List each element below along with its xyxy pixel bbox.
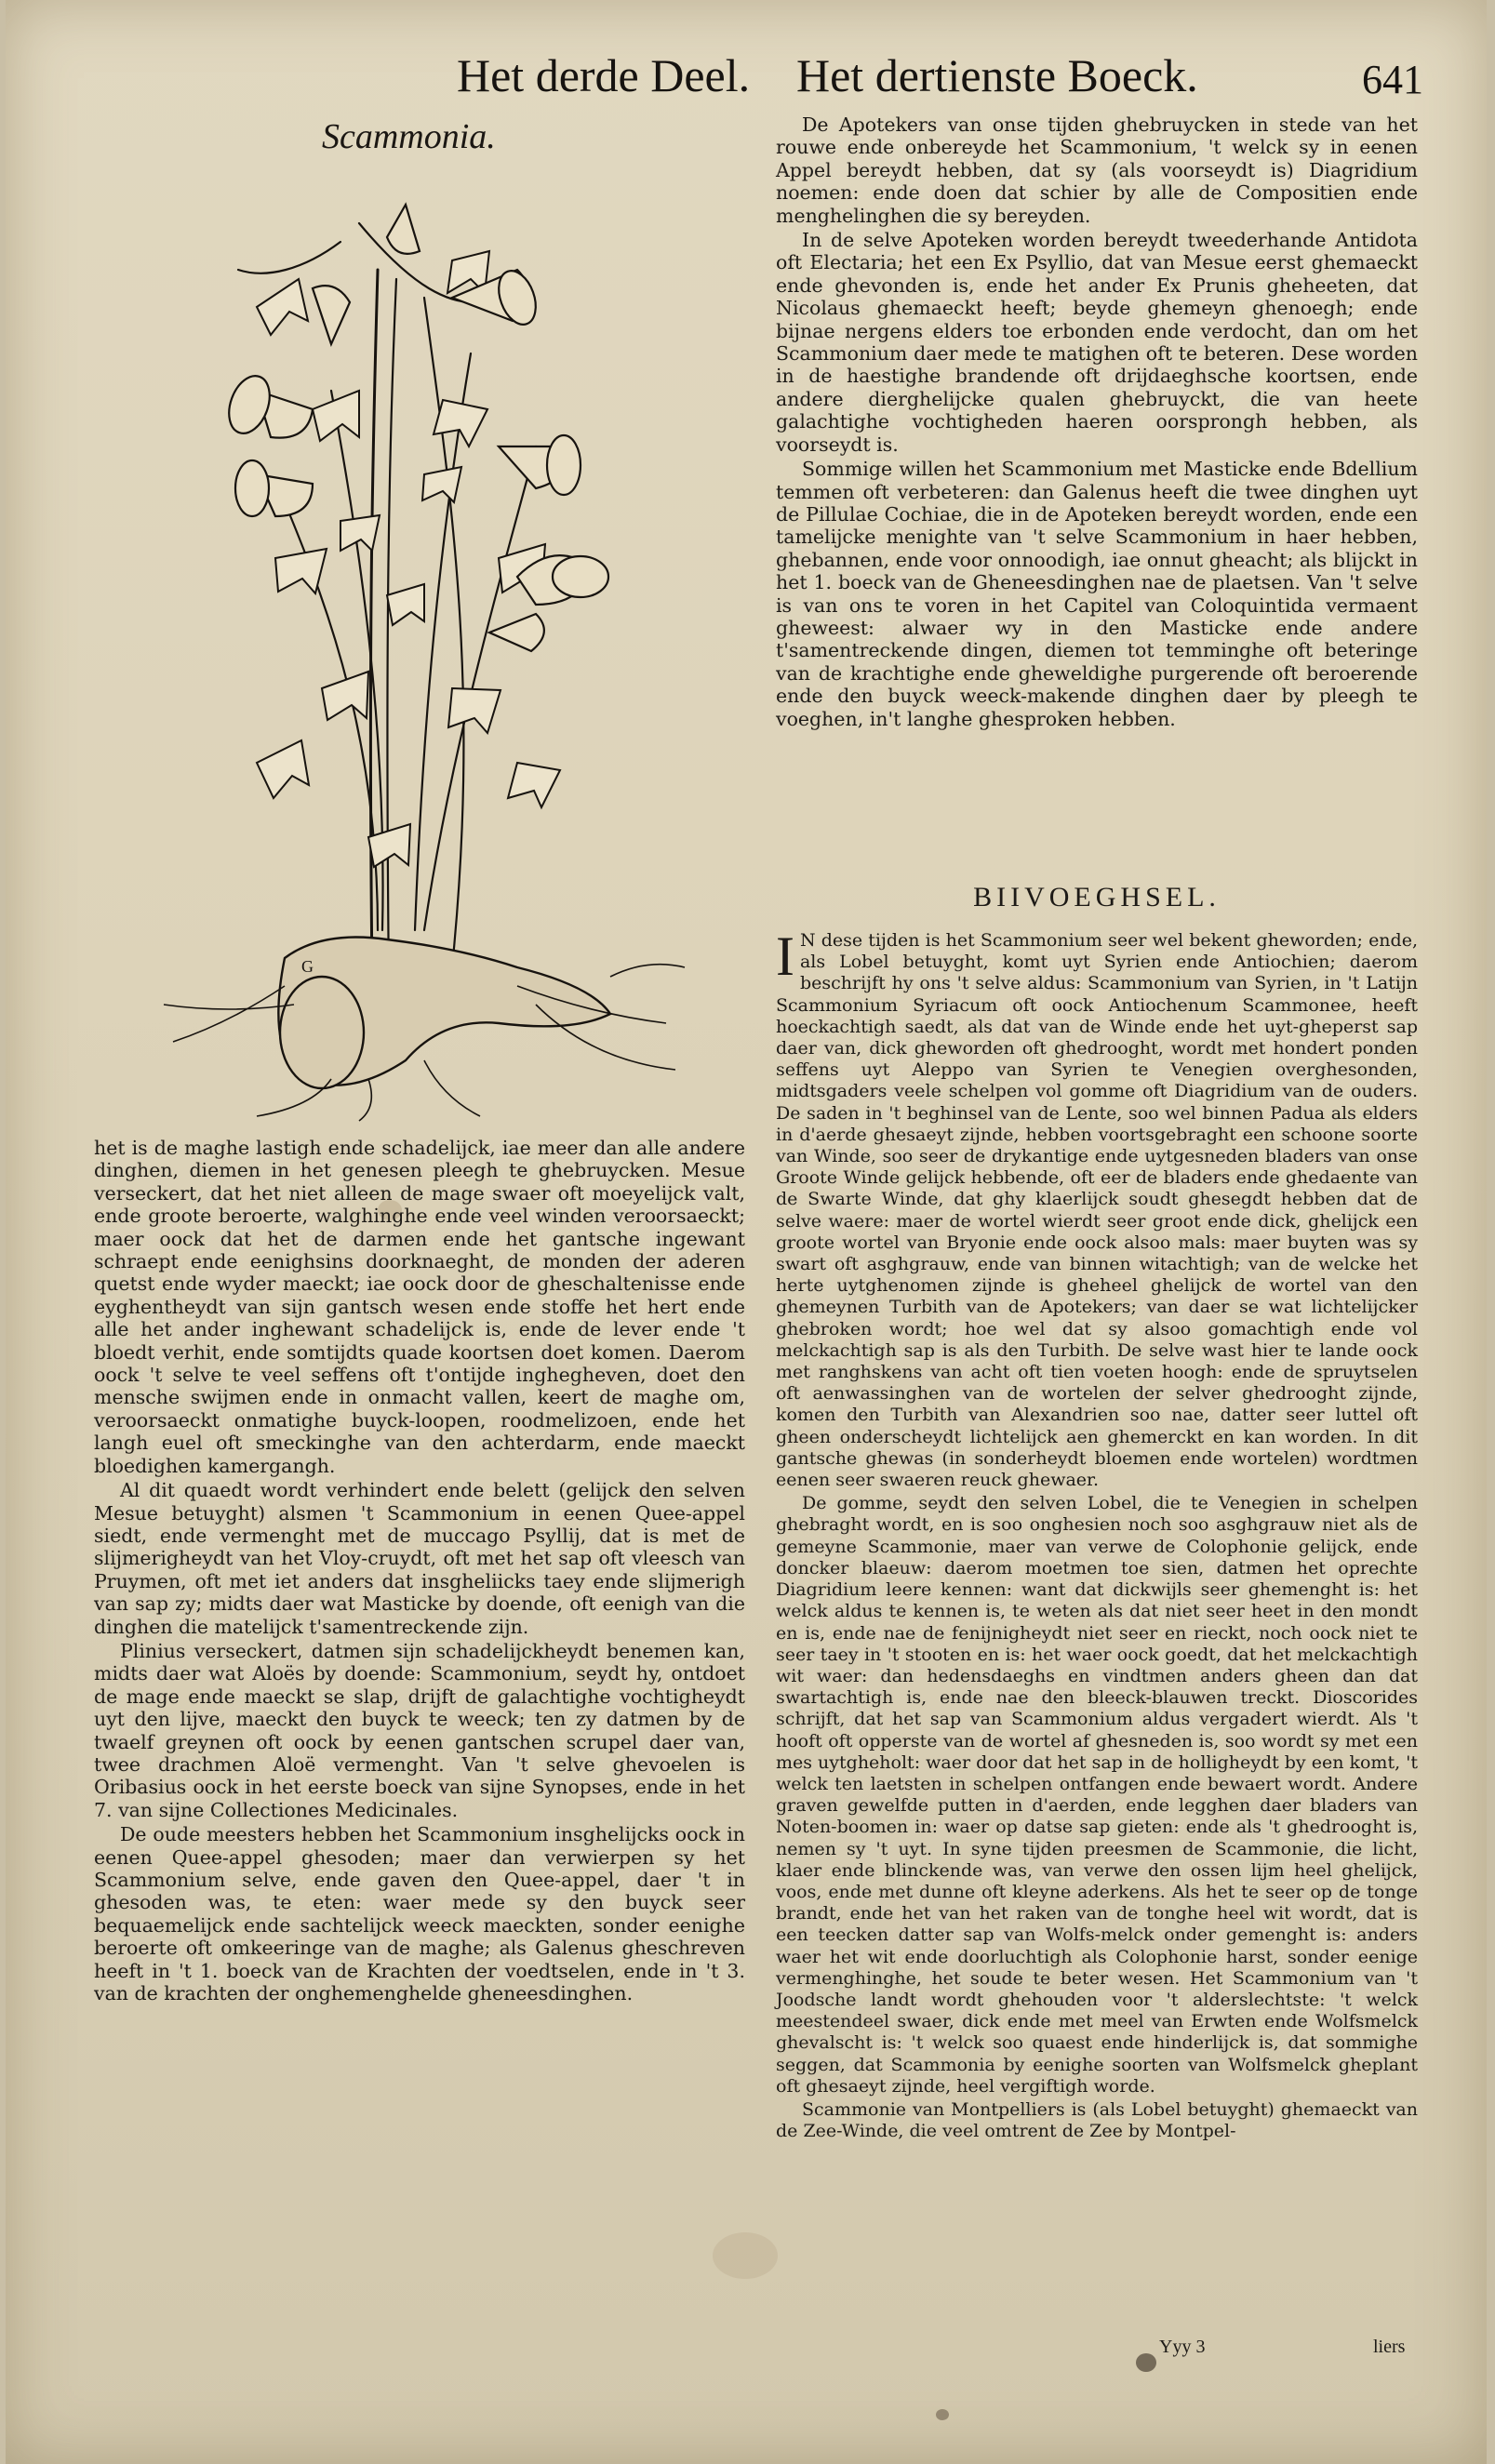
left-column-text <box>94 1137 745 2004</box>
paragraph: De Apotekers van onse tijden ghebruycken in stede van het rouwe ende onbereyde het Scammonium, 't welck sy in eenen Appel bereydt hebben, dat sy (als voorseydt is) Diagridium noemen: ende doen dat schier by alle de Compositien ende menghelinghen die sy bereyden. <box>776 113 1418 227</box>
catchword: liers <box>1373 2337 1406 2357</box>
paragraph: Al dit quaedt wordt verhindert ende belett (gelijck den selven Mesue betuyght) alsmen 't Scammonium in eenen Quee-appel siedt, ende vermenght met de muccago Psyllij, dat is met de slijmerigheydt van het Vloy-cruydt, oft met het sap oft vleesch van Pruymen, oft met iet anders dat insgheliicks taey ende slijmerigh van sap zy; midts daer wat Masticke by doende, oft eenigh van die dinghen die matelijck t'samentreckende zijn. <box>94 1479 745 1638</box>
paragraph: In de selve Apoteken worden bereydt tweederhande Antidota oft Electaria; het een Ex Psyllio, dat van Mesue eerst ghemaeckt ende ghevonden is, ende het ander Ex Prunis gheheeten, dat Nicolaus ghemaeckt heeft; beyde ghemeyn ghenoegh; ende bijnae nergens elders toe erbonden ende verdocht, dan om het Scammonium daer mede te matighen oft te beteren. Dese worden in de haestighe brandende oft drijdaeghsche koortsen, ende andere dierghelijcke qualen ghebruyckt, die van heete galachtighe vochtigheden haeren oorsprongh hebben, als voorseydt is. <box>776 229 1418 456</box>
figure-label: G <box>301 957 314 976</box>
paragraph: N dese tijden is het Scammonium seer wel bekent gheworden; ende, als Lobel betuyght, komt uyt Syrien ende Antiochien; daerom beschrijft hy ons 't selve aldus: Scammonium van Syrien, in 't Latijn Scammonium Syriacum oft oock Antiochenum Scammonee, heeft hoeckachtigh saedt, als dat van de Winde ende het uyt-gheperst sap daer van, dick gheworden oft ghedrooght, wordt met hondert ponden seffens uyt Aleppo van Syrien te Venegien overghesonden, midtsgaders veele schelpen vol gomme oft Diagridium van de ouders. De saden in 't beghinsel van de Lente, soo wel binnen Padua als elders in d'aerde ghesaeyt zijnde, hebben voortsgebraght een schoone soorte van Winde, soo seer de drykantige ende uytgesneden bladers van onse Groote Winde gelijck hebbende, oft eer de bladers ende ghedaente van de Swarte Winde, dat ghy klaerlijck soudt ghesegdt hebben dat de selve waere: maer de wortel wierdt seer groot ende dick, ghelijck een groote wortel van Bryonie ende oock alsoo mals: maer buyten was sy swart oft asghgrauw, ende van binnen witachtigh; van de welcke het herte uytghenomen zijnde is gheheel ghelijck de wortel van den ghemeynen Turbith van de Apotekers; van daer se wat lichtelijcker ghebroken wordt; hoe wel dat sy alsoo gomachtigh ende vol melckachtigh sap is als den Turbith. De selve wast hier te lande oock met ranghskens van acht oft tien voeten hoogh: ende de spruytselen oft aenwassinghen van de wortelen der selver ghedrooght zijnde, komen den Turbith van Alexandrien soo nae, datter seer luttel oft gheen onderscheydt lichtelijck aen ghemerckt en kan worden. In dit gantsche ghewas (in sonderheydt bloemen ende wortelen) wordtmen eenen seer swaeren reuck ghewaer. <box>776 930 1418 1491</box>
paragraph: het is de maghe lastigh ende schadelijck, iae meer dan alle andere dinghen, diemen in het genesen pleegh te ghebruycken. Mesue verseckert, dat het niet alleen de mage swaer oft moeyelijck valt, ende groote beroerte, walghinghe ende veel winden veroorsaeckt; maer oock dat het de darmen ende het gantsche ingewant schraept ende eenighsins doorknaeght, de monden der aderen quetst ende wyder maeckt; iae oock door de gheschaltenisse ende eyghentheydt van sijn gantsch wesen ende stoffe het hert ende alle het ander inghewant schadelijck is, ende de lever ende 't bloedt verhit, ende somtijdts quade koortsen doet komen. Daerom oock 't selve te veel seffens oft t'ontijde inghegheven, doet den mensche swijmen ende in onmacht vallen, keert de maghe om, veroorsaeckt onmatighe buyck-loopen, roodmelizoen, ende het langh euel oft smeckinghe van den achterdarm, ende maeckt bloedighen kamergangh. <box>94 1137 745 1477</box>
scammonia-plant-illustration <box>145 167 713 1125</box>
paragraph: De oude meesters hebben het Scammonium insghelijcks oock in eenen Quee-appel ghesoden; maer dan verwierpen sy het Scammonium selve, ende gaven den Quee-appel, daer 't in ghesoden was, te eten: waer mede sy den buyck seer bequaemelijck ende sachtelijck weeck maeckten, sonder eenighe beroerte oft omkeeringe van de maghe; als Galenus gheschreven heeft in 't 1. boeck van de Krachten der voedtselen, ende in 't 3. van de krachten der onghemenghelde gheneesdinghen. <box>94 1823 745 2005</box>
right-column-text-top <box>776 113 1418 730</box>
signature-mark: Yyy 3 <box>1159 2337 1206 2357</box>
right-column-text-bottom <box>776 926 1419 2142</box>
page-number: 641 <box>1362 57 1423 102</box>
paragraph: De gomme, seydt den selven Lobel, die te Venegien in schelpen ghebraght wordt, en is soo onghesien noch soo asghgrauw niet als de gemeyne Scammonie, maer van verwe de Colophonie gelijck, ende doncker blaeuw: daerom moetmen toe sien, datmen het oprechte Diagridium leere kennen: want dat dickwijls seer ghemenght is: het welck aldus te kennen is, te weten als dat niet seer heet in den mondt en is, ende nae de fenijnigheydt niet seer en rieckt, noch oock niet te seer taey in 't stooten en is: het waer oock goedt, dat het melckachtigh wit waer: dan hedensdaeghs en vindtmen anders gheen dan dat swartachtigh is, ende nae den bleeck-blauwen treckt. Dioscorides schrijft, dat het sap van Scammonium aldus vergadert wierdt. Als 't hooft oft opperste van de wortel af ghesneden is, soo wordt sy met een mes uytgheholt: waer door dat het sap in de holligheydt by een komt, 't welck ten laetsten in schelpen ontfangen ende bewaert wordt. Andere graven gewelfde putten in d'aerden, ende legghen daer bladers van Noten-boomen in: waer op datse sap gieten: ende als 't ghedrooght is, nemen sy 't uyt. In syne tijden preesmen de Scammonie, die licht, klaer ende blinckende was, van verwe den ossen lijm heel ghelijck, voos, ende met dunne oft kleyne aderkens. Als het te seer op de tonge brandt, ende het van het raken van de tonghe heel wit wordt, dat is een teecken datter sap van Wolfs-melck onder gemenght is: anders waer het wit ende doorluchtigh als Colophonie harst, sonder eenige vermenghinghe, het soude te beter wesen. Het Scammonium van 't Joodsche landt wordt ghehouden voor 't alderslechtste: 't welck meestendeel swaer, dick ende met meel van Erwten ende Wolfsmelck ghevalscht is: 't welck soo quaest ende hinderlijck is, dat sommighe seggen, dat Scammonia by eenighe soorten van Wolfsmelck gheplant oft ghesaeyt zijnde, heel vergiftigh worde. <box>776 1493 1419 2097</box>
drop-cap-initial: I <box>776 926 794 987</box>
section-heading: BIIVOEGHSEL. <box>973 882 1221 912</box>
paper-stain <box>1136 2353 1156 2372</box>
running-head <box>6 48 1487 113</box>
scammonia-woodcut <box>145 167 713 1125</box>
figure-title: Scammonia. <box>322 117 496 156</box>
book-page <box>6 0 1487 2464</box>
paper-stain <box>713 2232 778 2279</box>
paragraph: Scammonie van Montpelliers is (als Lobel betuyght) ghemaeckt van de Zee-Winde, die veel omtrent de Zee by Montpel- <box>776 2098 1418 2142</box>
running-head-right: Het dertienste Boeck. <box>796 49 1198 101</box>
paragraph: Plinius verseckert, datmen sijn schadelijckheydt benemen kan, midts daer wat Aloës by doende: Scammonium, seydt hy, ontdoet de mage ende maeckt se slap, drijft de galachtighe vochtigheydt uyt den lijve, maeckt den buyck te weeck; ten zy datmen by de twaelf greynen oft oock by eenen gantschen scrupel daer van, twee drachmen Aloë vermenght. Van 't selve ghevoelen is Oribasius oock in het eerste boeck van sijne Synopses, ende in het 7. van sijne Collectiones Medicinales. <box>94 1639 745 1821</box>
paper-stain <box>936 2409 949 2420</box>
paragraph: Sommige willen het Scammonium met Masticke ende Bdellium temmen oft verbeteren: dan Galenus heeft die twee dinghen uyt de Pillulae Cochiae, die in de Apoteken bereydt worden, ende een tamelijcke menighte van 't selve Scammonium in haer hebben, ghebannen, ende voor onnoodigh, iae onnut gheacht; als blijckt in het 1. boeck van de Gheneesdinghen nae de plaetsen. Van 't selve is van ons te voren in het Capitel van Coloquintida vermaent gheweest: alwaer wy in den Masticke ende andere t'samentreckende dingen, diemen tot temminghe oft beteringe van de krachtighe ende gheweldighe purgerende oft beroerende ende den buyck weeck-makende dinghen daer by pleegh te voeghen, in't langhe ghesproken hebben. <box>776 458 1418 730</box>
running-head-left: Het derde Deel. <box>457 49 751 101</box>
